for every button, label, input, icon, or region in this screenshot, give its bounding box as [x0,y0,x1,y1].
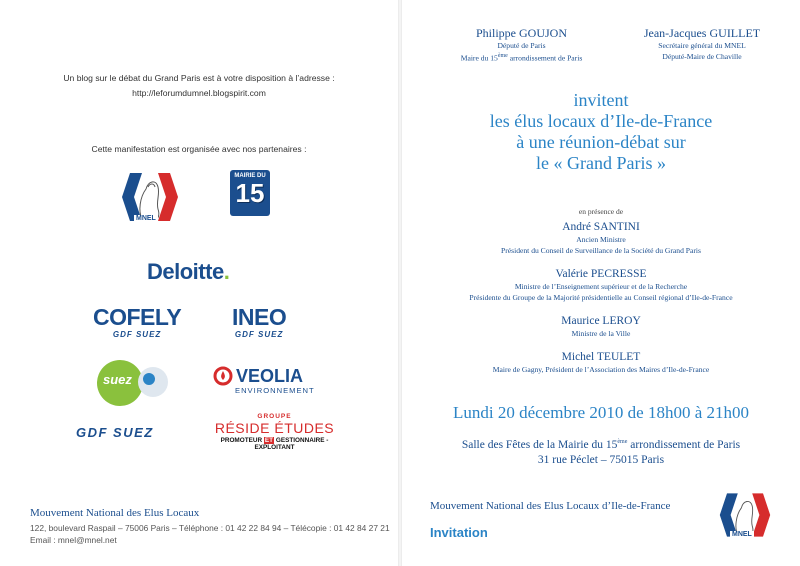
invite-heading [402,90,800,174]
guest-leroy [402,314,800,339]
guest-name: Valérie PECRESSE [555,268,647,280]
ineo-logo [232,304,286,339]
reside-name: RÉSIDE ÉTUDES [214,420,335,436]
blog-url[interactable]: http://leforumdumnel.blogspirit.com [132,88,266,98]
guest-teulet [402,350,800,375]
address-line: 122, boulevard Raspail – 75006 Paris – Téléphone : 01 42 22 84 94 – Télécopie : 01 42 84 27 21 [30,523,390,533]
host-role-part: arrondissement de Paris [507,53,583,63]
event-date: Lundi 20 décembre 2010 de 18h00 à 21h00 [452,403,749,422]
reside-group: GROUPE [257,413,292,420]
mairie-top-text: MAIRIE DU [234,173,266,179]
host-role-sup: ème [497,53,508,59]
veolia-text: VEOLIA [236,366,304,386]
guest-role: Maire de Gagny, Président de l’Association des Maires d’Ile-de-France [492,365,710,374]
veolia-sub: ENVIRONNEMENT [235,386,315,395]
gdfsuez-logo: GDF SUEZ [76,425,154,440]
place-part: arrondissement de Paris [627,438,741,451]
deloitte-logo [147,259,229,285]
guest-name: Maurice LEROY [561,315,641,327]
invite-line: le « Grand Paris » [536,153,666,173]
blog-text: Un blog sur le débat du Grand Paris est à votre disposition à l’adresse : [63,73,335,83]
blog-notice [0,71,398,101]
deloitte-text: Deloitte [147,259,224,284]
right-page [402,0,800,566]
ineo-text: INEO [232,304,287,330]
cofely-sub: GDF SUEZ [112,330,162,339]
guest-santini [402,220,800,256]
reside-etudes-logo [211,413,338,451]
place-part: Salle des Fêtes de la Mairie du 15 [461,438,618,451]
guest-pecresse [402,267,800,303]
cofely-logo [93,304,181,339]
host-role: Député de Paris [497,41,546,50]
mairie-number: 15 [235,178,265,208]
deloitte-dot: . [223,259,230,284]
host-role: Député-Maire de Chaville [662,52,742,61]
invite-line: à une réunion-débat sur [516,132,686,152]
host-role-part: Maire du 15 [460,53,498,63]
host-name: Jean-Jacques GUILLET [643,26,761,40]
email-line[interactable]: Email : mnel@mnel.net [30,535,117,545]
place-line: 31 rue Péclet – 75015 Paris [537,453,665,466]
invite-line: invitent [573,90,629,110]
address-block [30,522,390,546]
footer-org-left: Mouvement National des Elus Locaux [30,507,200,519]
place-line [402,435,800,453]
guest-role: Ministre de la Ville [571,329,631,338]
organised-text: Cette manifestation est organisée avec nos partenaires : [91,144,307,154]
mnel-logo-right [718,488,772,547]
invite-line: les élus locaux d’Ile-de-France [489,111,713,131]
guest-name: Michel TEULET [561,351,641,363]
left-page [0,0,398,566]
mnel-logo-text: MNEL [732,531,752,538]
guest-role: Président du Conseil de Surveillance de la Société du Grand Paris [501,246,701,255]
guest-role: Présidente du Groupe de la Majorité présidentielle au Conseil régional d’Ile-de-France [469,293,733,302]
guest-role: Ancien Ministre [576,235,626,244]
cofely-text: COFELY [93,304,182,330]
mnel-logo-text: MNEL [136,215,156,222]
host-goujon [439,26,604,64]
ineo-sub: GDF SUEZ [234,330,284,339]
host-name: Philippe GOUJON [475,26,567,40]
place-sup: ème [617,439,628,445]
veolia-logo [213,366,315,395]
event-place [402,435,800,468]
suez-circle-text: suez [103,372,132,387]
host-role: Secrétaire général du MNEL [658,41,746,50]
host-guillet [617,26,787,62]
reside-tag [211,437,338,451]
reside-tag-b: GESTIONNAIRE - EXPLOITANT [254,437,329,451]
footer-org-right: Mouvement National des Elus Locaux d’Ile-de-France [430,500,671,512]
presence-text: en présence de [578,207,624,216]
veolia-drop-icon [213,366,233,386]
mnel-logo [120,167,180,232]
mairie15-logo [230,170,270,216]
guest-role: Ministre de l’Enseignement supérieur et de la Recherche [514,282,688,291]
host-role [439,51,604,64]
invitation-label: Invitation [430,525,488,540]
reside-tag-et: ET [264,437,274,444]
guest-name: André SANTINI [562,221,640,233]
reside-tag-a: PROMOTEUR [220,437,264,444]
suez-environnement-logo [95,358,175,413]
